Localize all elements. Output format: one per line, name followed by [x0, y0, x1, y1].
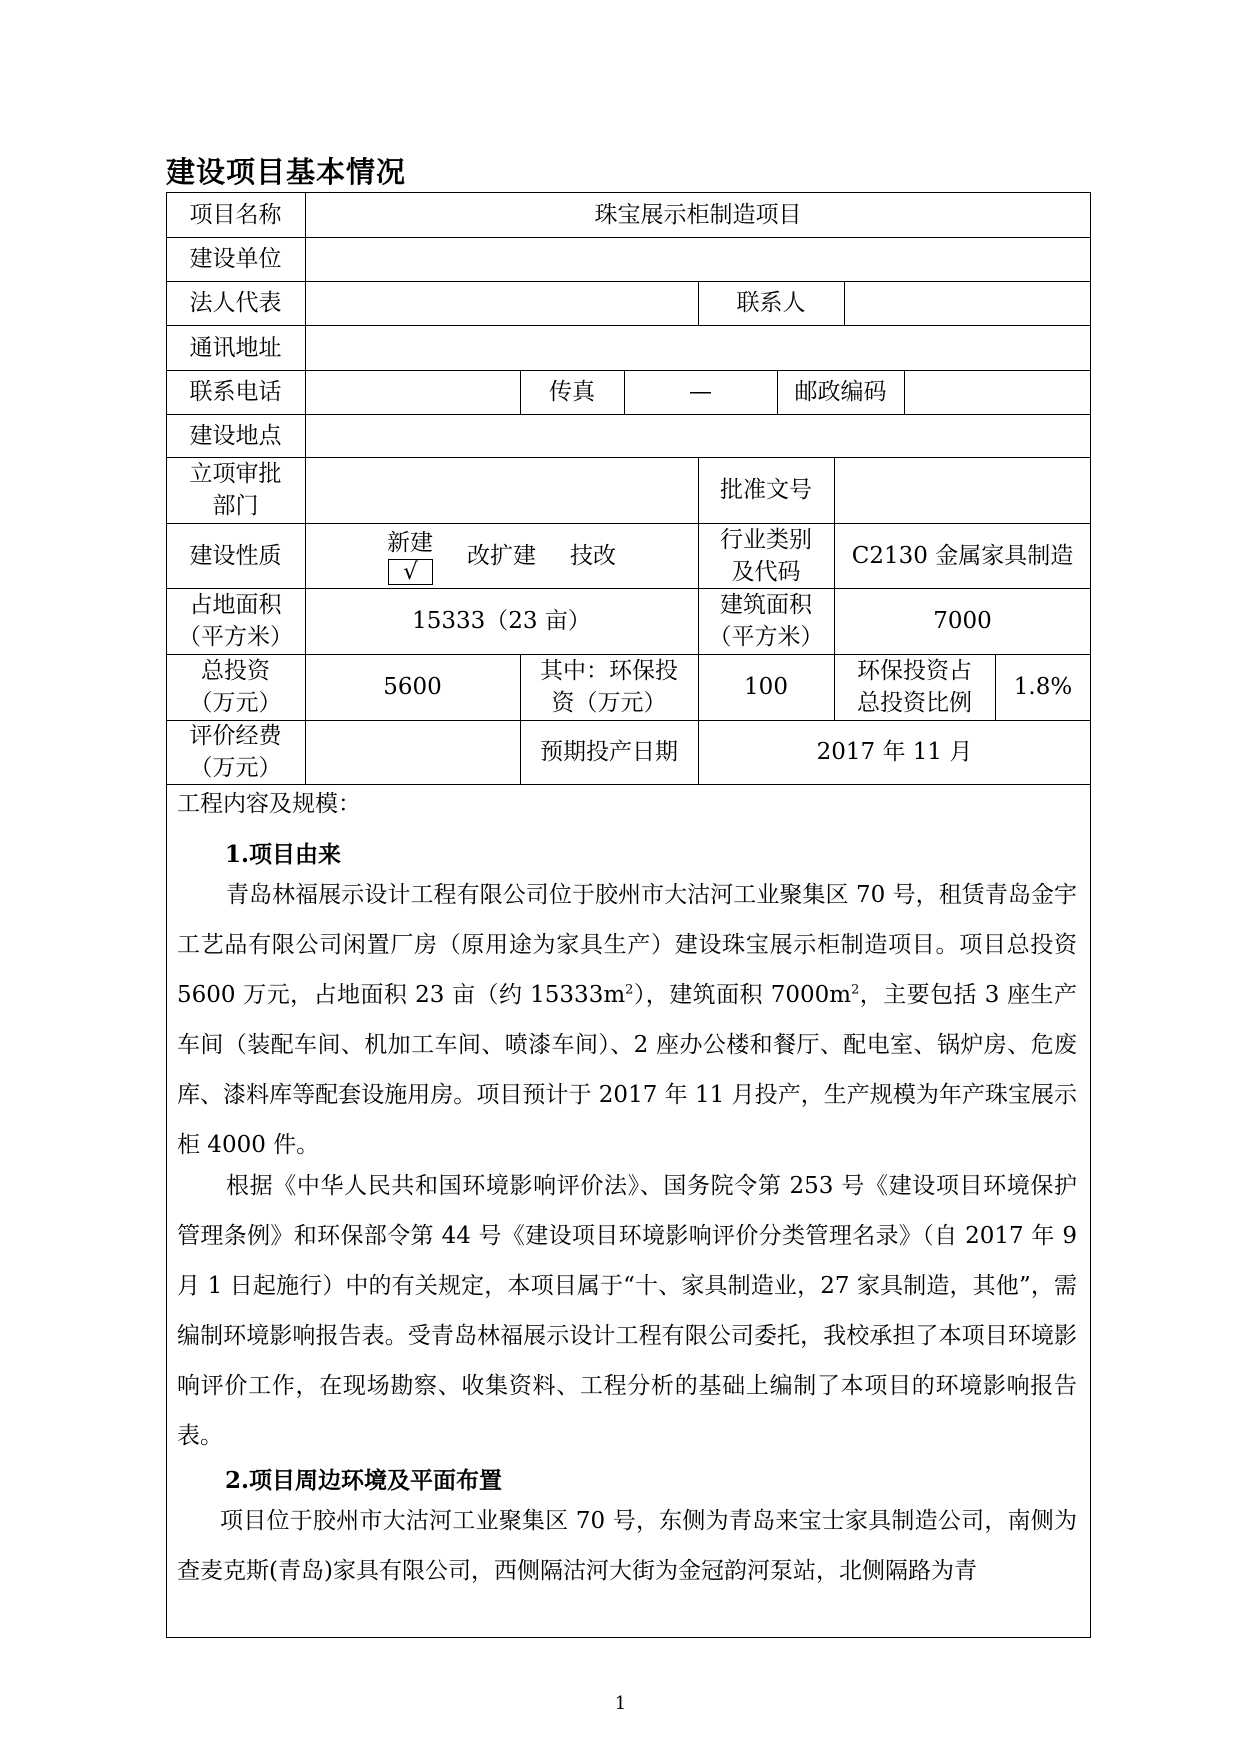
- address-label: 通讯地址: [189, 334, 282, 361]
- approval-dept-label-line2: 部门: [212, 493, 259, 519]
- row-divider: [166, 784, 1091, 785]
- paragraph-project-origin: [177, 870, 1077, 1170]
- p1-superscript-a: 2: [625, 982, 634, 998]
- env-invest-label: [520, 654, 698, 720]
- postcode-label: 邮政编码: [794, 379, 887, 405]
- build-area-label-line2: （平方米）: [708, 624, 824, 650]
- approval-no-label: 批准文号: [720, 477, 812, 503]
- industry-label-line2: 及代码: [731, 558, 801, 585]
- site-label: 建设地点: [189, 422, 282, 449]
- paragraph-surroundings: 项目位于胶州市大沽河工业聚集区 70 号，东侧为青岛来宝士家具制造公司，南侧为查麦克斯(青岛)家具有限公司，西侧隔沽河大街为金冠韵河泵站，北侧隔路为青: [177, 1508, 1077, 1584]
- approval-dept-label-line1: 立项审批: [189, 461, 282, 487]
- build-area-label-line1: 建筑面积: [720, 592, 812, 618]
- env-ratio-label-line2: 总投资比例: [857, 690, 972, 716]
- eval-fee-label: [166, 720, 305, 784]
- land-area-value: 15333（23 亩）: [412, 608, 591, 634]
- build-area-label: [698, 588, 834, 654]
- project-name-value: 珠宝展示柜制造项目: [594, 201, 802, 228]
- invest-label-line1: 总投资: [201, 658, 270, 684]
- nature-tech-label: 技改: [570, 542, 616, 569]
- env-invest-value: 100: [744, 674, 788, 700]
- nature-new-checkbox: √: [388, 559, 433, 585]
- prod-date-label: 预期投产日期: [540, 739, 678, 765]
- p1-superscript-b: 2: [851, 982, 860, 998]
- page-title: 建设项目基本情况: [166, 155, 407, 189]
- project-name-label: 项目名称: [189, 201, 282, 228]
- contact-label: 联系人: [736, 290, 806, 316]
- phone-label: 联系电话: [189, 379, 282, 405]
- industry-label-line1: 行业类别: [720, 526, 812, 553]
- nature-new-option: [387, 527, 433, 585]
- industry-label: [698, 523, 834, 588]
- col-divider: [844, 281, 845, 325]
- col-divider: [904, 370, 905, 414]
- env-ratio-value: 1.8%: [1013, 674, 1073, 700]
- industry-value: C2130 金属家具制造: [851, 542, 1074, 569]
- land-area-label-line2: （平方米）: [178, 624, 293, 650]
- env-invest-label-line2: 资（万元）: [551, 690, 667, 716]
- page-number: 1: [614, 1693, 627, 1714]
- nature-options: [305, 523, 698, 588]
- env-invest-label-line1: 其中：环保投: [540, 658, 678, 684]
- section-1-title: 1.项目由来: [225, 841, 342, 868]
- eval-fee-label-line1: 评价经费: [189, 723, 282, 749]
- land-area-label: [166, 588, 305, 654]
- prod-date-value: 2017 年 11 月: [816, 739, 973, 765]
- content-intro: 工程内容及规模：: [177, 791, 361, 817]
- invest-value: 5600: [383, 674, 442, 700]
- land-area-label-line1: 占地面积: [189, 592, 282, 618]
- fax-value: —: [689, 379, 712, 405]
- fax-label: 传真: [549, 379, 595, 405]
- p1-part-c: ，主要包括 3 座生产车间（装配车间、机加工车间、喷漆车间）、2 座办公楼和餐厅、配电室、锅炉房、危废库、漆料库等配套设施用房。项目预计于 2017 年 11 月投产，生产规模为年产珠宝展示柜 4000 件。: [177, 982, 1077, 1158]
- eval-fee-label-line2: （万元）: [189, 755, 282, 781]
- invest-label: [166, 654, 305, 720]
- env-ratio-label-line1: 环保投资占: [857, 658, 972, 684]
- section-2-title: 2.项目周边环境及平面布置: [225, 1467, 503, 1494]
- approval-dept-label: [166, 457, 305, 523]
- invest-label-line2: （万元）: [189, 690, 282, 716]
- paragraph-legal-basis: 根据《中华人民共和国环境影响评价法》、国务院令第 253 号《建设项目环境保护管理条例》和环保部令第 44 号《建设项目环境影响评价分类管理名录》（自 2017 年 9 月 1 日起施行）中的有关规定，本项目属于“十、家具制造业，27 家具制造，其他”，需编制环境影响报告表。受青岛林福展示设计工程有限公司委托，我校承担了本项目环境影响评价工作，在现场勘察、收集资料、工程分析的基础上编制了本项目的环境影响报告表。: [177, 1173, 1077, 1449]
- p1-part-a: 青岛林福展示设计工程有限公司位于胶州市大沽河工业聚集区 70 号，租赁青岛金宇工艺品有限公司闲置厂房（原用途为家具生产）建设珠宝展示柜制造项目。项目总投资 5600 万元，占地面积 23 亩（约 15333m: [177, 882, 1077, 1008]
- p1-part-b: ），建筑面积 7000m: [633, 982, 852, 1008]
- build-area-value: 7000: [933, 608, 992, 634]
- nature-new-label: 新建: [387, 529, 433, 556]
- env-ratio-label: [834, 654, 995, 720]
- nature-expand-label: 改扩建: [467, 542, 536, 569]
- builder-label: 建设单位: [189, 246, 282, 272]
- legal-rep-label: 法人代表: [189, 290, 282, 316]
- nature-label: 建设性质: [189, 542, 282, 569]
